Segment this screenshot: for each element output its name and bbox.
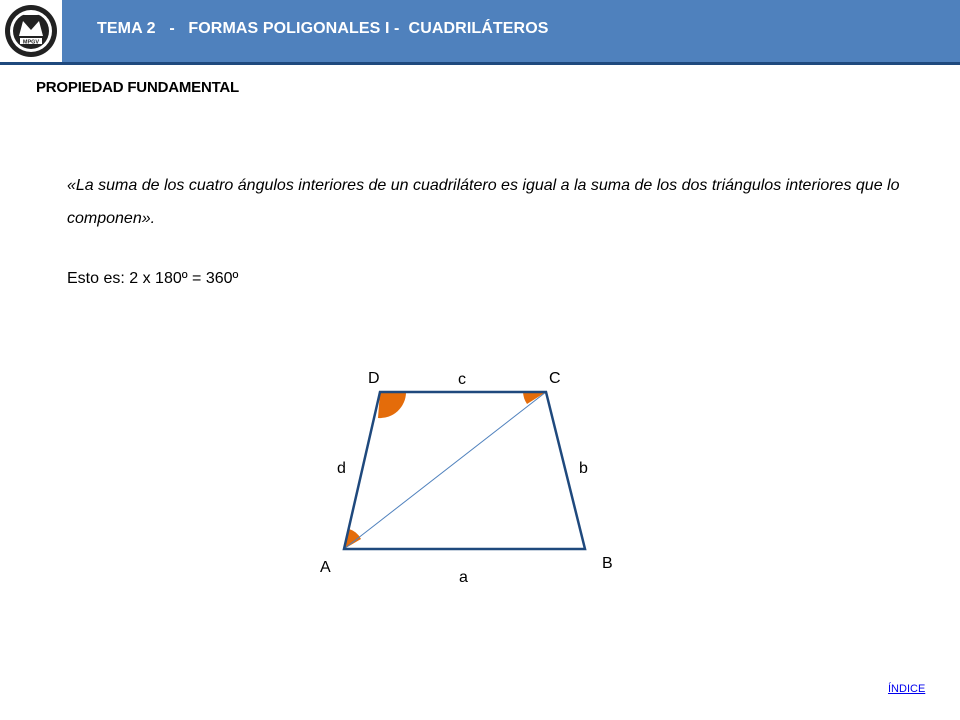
vertex-label-a: A bbox=[320, 559, 331, 576]
side-label-a: a bbox=[459, 569, 468, 586]
side-label-c: c bbox=[458, 371, 466, 388]
section-title: PROPIEDAD FUNDAMENTAL bbox=[36, 79, 240, 96]
property-quote: «La suma de los cuatro ángulos interiores de un cuadrilátero es igual a la suma de los dos triángulos interiores que lo componen». bbox=[67, 177, 900, 227]
vertex-label-c: C bbox=[549, 370, 561, 387]
angle-d-mark bbox=[378, 392, 406, 418]
page-title: TEMA 2 - FORMAS POLIGONALES I - CUADRILÁTEROS bbox=[97, 20, 549, 37]
vertex-label-b: B bbox=[602, 555, 613, 572]
logo-text: MPGV bbox=[22, 39, 40, 46]
angle-c-mark bbox=[523, 392, 546, 404]
vertex-label-d: D bbox=[368, 370, 380, 387]
side-label-d: d bbox=[337, 460, 346, 477]
index-link[interactable]: ÍNDICE bbox=[888, 683, 926, 695]
side-label-b: b bbox=[579, 460, 588, 477]
formula-text: Esto es: 2 x 180º = 360º bbox=[67, 270, 239, 287]
